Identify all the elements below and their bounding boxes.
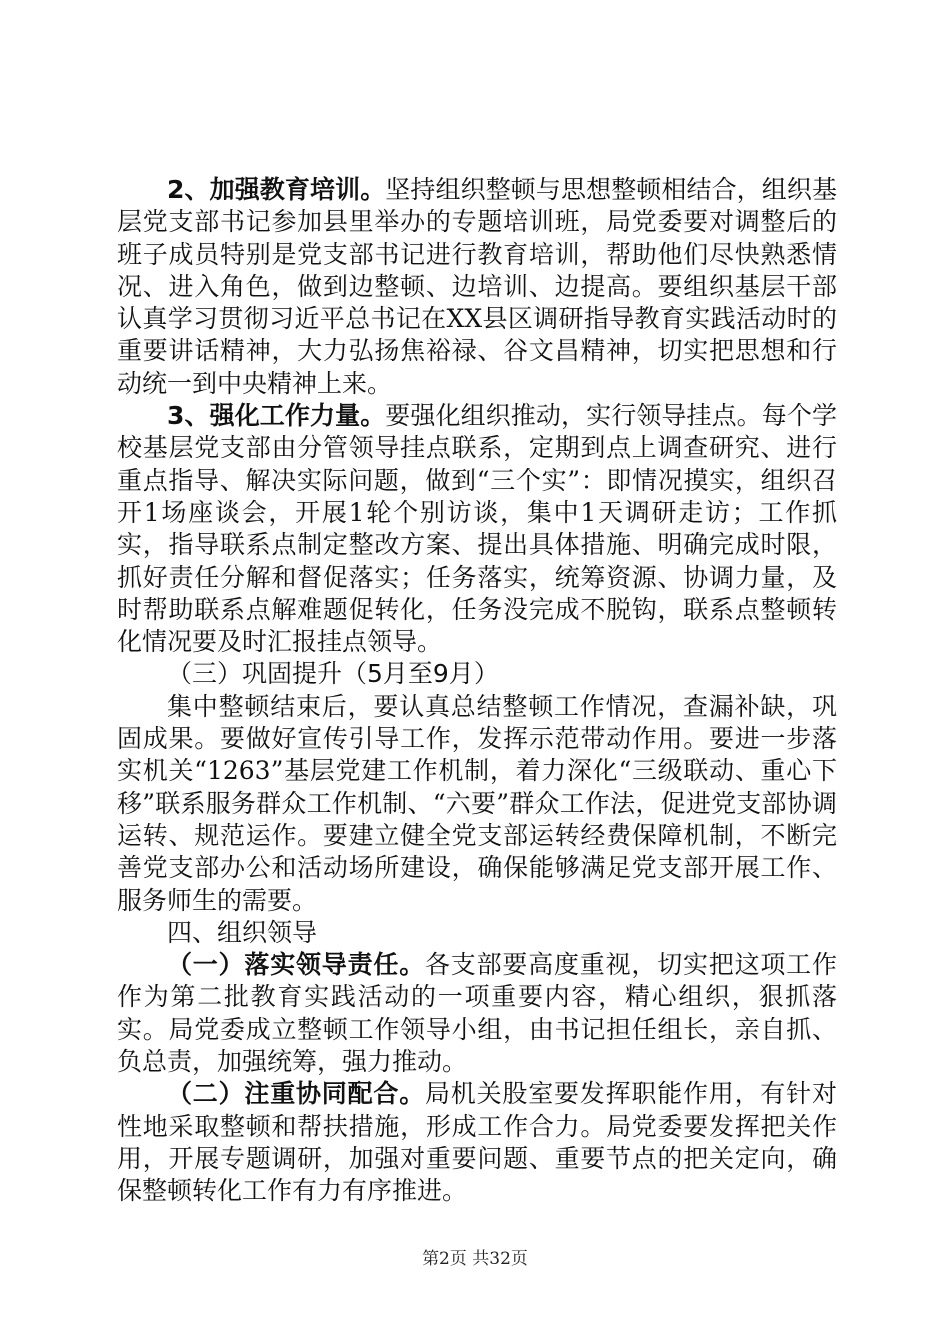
paragraph-lead-heading: （二）注重协同配合。 [167, 1079, 425, 1109]
paragraph-lead-heading: （一）落实领导责任。 [167, 950, 425, 980]
section-title-consolidation: （三）巩固提升（5月至9月） [167, 659, 499, 689]
paragraph-text: 要强化组织推动，实行领导挂点。每个学校基层党支部由分管领导挂点联系，定期到点上调查研究、进行重点指导、解决实际问题，做到“三个实”：即情况摸实，组织召开1场座谈会，开展1轮个别访谈，集中1天调研走访；工作抓实，指导联系点制定整改方案、提出具体措施、明确完成时限，抓好责任分解和督促落实；任务落实，统筹资源、协调力量，及时帮助联系点解难题促转化，任务没完成不脱钩，联系点整顿转化情况要及时汇报挂点领导。 [117, 401, 837, 657]
paragraph-consolidation [117, 691, 837, 917]
paragraph-lead-heading: 2、加强教育培训。 [167, 175, 386, 204]
page-number-footer: 第2页 共32页 [422, 1249, 528, 1269]
paragraph-lead-heading: 3、强化工作力量。 [167, 401, 386, 431]
paragraph-text: 坚持组织整顿与思想整顿相结合，组织基层党支部书记参加县里举办的专题培训班，局党委要对调整后的班子成员特别是党支部书记进行教育培训，帮助他们尽快熟悉情况、进入角色，做到边整顿、边培训、边提高。要组织基层干部认真学习贯彻习近平总书记在XX县区调研指导教育实践活动时的重要讲话精神，大力弘扬焦裕禄、谷文昌精神，切实把思想和行动统一到中央精神上来。 [117, 175, 837, 398]
paragraph-work-force [117, 400, 837, 658]
paragraph-text: 局机关股室要发挥职能作用，有针对性地采取整顿和帮扶措施，形成工作合力。局党委要发挥把关作用，开展专题调研，加强对重要问题、重要节点的把关定向，确保整顿转化工作有力有序推进。 [117, 1079, 837, 1206]
paragraph-text: 集中整顿结束后，要认真总结整顿工作情况，查漏补缺，巩固成果。要做好宣传引导工作，发挥示范带动作用。要进一步落实机关“1263”基层党建工作机制，着力深化“三级联动、重心下移”联系服务群众工作机制、“六要”群众工作法，促进党支部协调运转、规范运作。要建立健全党支部运转经费保障机制，不断完善党支部办公和活动场所建设，确保能够满足党支部开展工作、服务师生的需要。 [117, 691, 837, 915]
paragraph-leadership-responsibility [117, 949, 837, 1078]
paragraph-text: 各支部要高度重视，切实把这项工作作为第二批教育实践活动的一项重要内容，精心组织，狠抓落实。局党委成立整顿工作领导小组，由书记担任组长，亲自抓、负总责，加强统筹，强力推动。 [117, 950, 837, 1077]
paragraph-education-training [117, 174, 837, 400]
section-title-leadership: 四、组织领导 [167, 917, 318, 947]
document-body [117, 174, 837, 1208]
paragraph-coordination [117, 1078, 837, 1207]
